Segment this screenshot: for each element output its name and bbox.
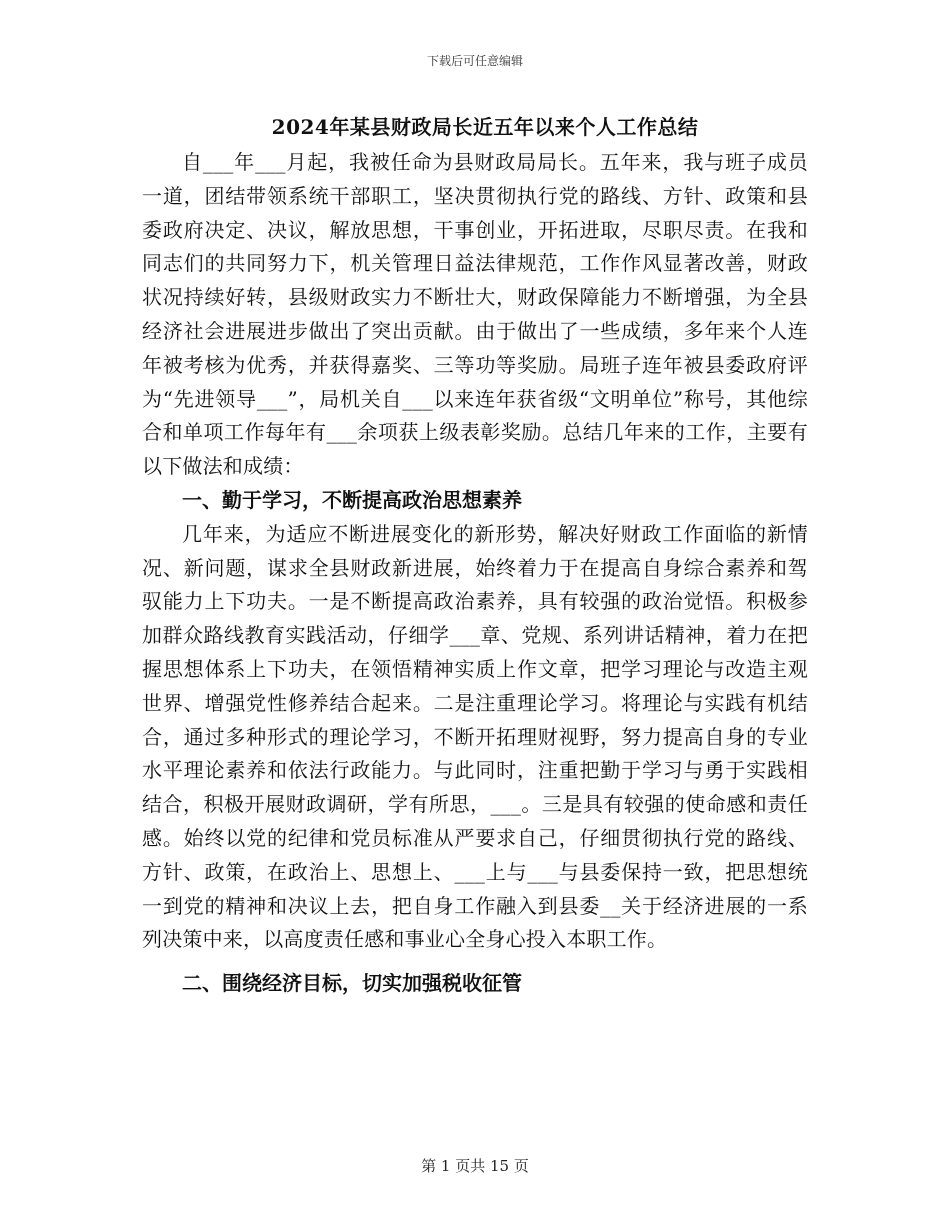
section-heading-1: 一、勤于学习，不断提高政治思想素养 [182, 487, 522, 512]
page-header-note: 下载后可任意编辑 [426, 54, 523, 68]
document-title: 2024年某县财政局长近五年以来个人工作总结 [271, 115, 699, 139]
section-1-paragraph: 几年来，为适应不断进展变化的新形势，解决好财政工作面临的新情况、新问题，谋求全县财政新进展，始终着力于在提高自身综合素养和驾驭能力上下功夫。一是不断提高政治素养，具有较强的政治觉悟。积极参加群众路线教育实践活动，仔细学___章、党规、系列讲话精神，着力在把握思想体系上下功夫，在领悟精神实质上作文章，把学习理论与改造主观世界、增强党性修养结合起来。二是注重理论学习。将理论与实践有机结合，通过多种形式的理论学习，不断开拓理财视野，努力提高自身的专业水平理论素养和依法行政能力。与此同时，注重把勤于学习与勇于实践相结合，积极开展财政调研，学有所思，___。三是具有较强的使命感和责任感。始终以党的纪律和党员标准从严要求自己，仔细贯彻执行党的路线、方针、政策，在政治上、思想上、___上与___与县委保持一致，把思想统一到党的精神和决议上去，把自身工作融入到县委__关于经济进展的一系列决策中来，以高度责任感和事业心全身心投入本职工作。 [142, 521, 808, 952]
intro-paragraph: 自___年___月起，我被任命为县财政局局长。五年来，我与班子成员一道，团结带领系统干部职工，坚决贯彻执行党的路线、方针、政策和县委政府决定、决议，解放思想，干事创业，开拓进取，尽职尽责。在我和同志们的共同努力下，机关管理日益法律规范，工作作风显著改善，财政状况持续好转，县级财政实力不断壮大，财政保障能力不断增强，为全县经济社会进展进步做出了突出贡献。由于做出了一些成绩，多年来个人连年被考核为优秀，并获得嘉奖、三等功等奖励。局班子连年被县委政府评为“先进领导___”，局机关自___以来连年获省级“文明单位”称号，其他综合和单项工作每年有___余项获上级表彰奖励。总结几年来的工作，主要有以下做法和成绩： [142, 150, 808, 479]
section-heading-2: 二、围绕经济目标，切实加强税收征管 [182, 971, 522, 996]
document-body [142, 146, 808, 1001]
page-footer-number: 第 1 页共 15 页 [421, 1157, 529, 1175]
